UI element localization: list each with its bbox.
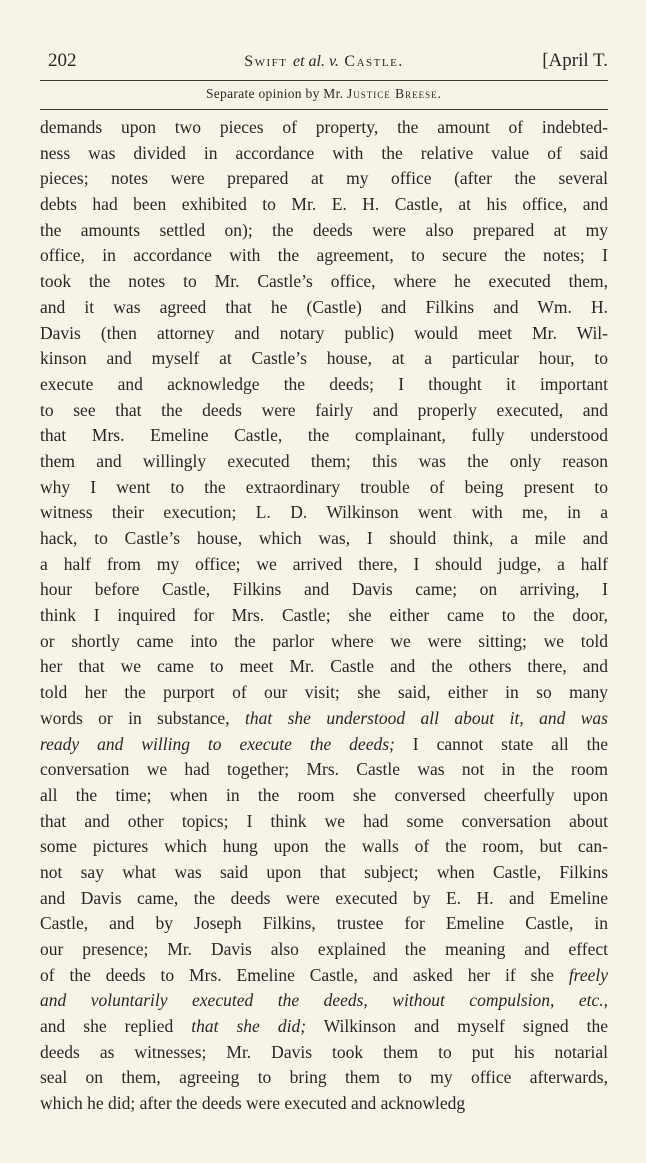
text-line: [40, 732, 608, 758]
text-line: [40, 372, 608, 398]
text-line: [40, 1091, 608, 1117]
text-line: [40, 243, 608, 269]
text-line: [40, 783, 608, 809]
text-line: [40, 321, 608, 347]
text-segment: to see that the deeds were fairly and properly executed, and: [40, 399, 608, 420]
text-segment: seal on them, agreeing to bring them to my office afterwards,: [40, 1067, 608, 1088]
case-title-part3: Castle.: [344, 53, 404, 70]
text-segment: office, in accordance with the agreement, to secure the notes; I: [40, 245, 608, 266]
text-segment: conversation we had together; Mrs. Castle was not in the room: [40, 759, 608, 780]
text-line: [40, 192, 608, 218]
text-segment: execute and acknowledge the deeds; I thought it important: [40, 373, 608, 394]
text-line: [40, 886, 608, 912]
text-line: [40, 860, 608, 886]
text-line: [40, 809, 608, 835]
text-segment: demands upon two pieces of property, the amount of indebted-: [40, 117, 608, 137]
text-segment: and Davis came, the deeds were executed by E. H. and Emeline: [40, 887, 608, 908]
italic-text: that she did;: [191, 1016, 307, 1037]
text-line: [40, 577, 608, 603]
text-line: [40, 218, 608, 244]
text-segment: ness was divided in accordance with the relative value of said: [40, 142, 608, 163]
text-segment: debts had been exhibited to Mr. E. H. Castle, at his office, and: [40, 194, 608, 215]
header-rule: [40, 80, 608, 81]
text-segment: witness their execution; L. D. Wilkinson went with me, in a: [40, 502, 608, 523]
text-segment: the amounts settled on); the deeds were also prepared at my: [40, 219, 608, 240]
text-segment: which he did; after the deeds were executed and acknowledg: [40, 1093, 466, 1114]
text-line: [40, 1014, 608, 1040]
text-line: [40, 552, 608, 578]
text-segment: hack, to Castle’s house, which was, I should think, a mile and: [40, 528, 608, 548]
term-label: [April T.: [542, 50, 608, 71]
text-segment: or shortly came into the parlor where we were sitting; we told: [40, 630, 608, 651]
body-text: [40, 115, 608, 1117]
text-segment: that and other topics; I think we had some conversation about: [40, 810, 608, 831]
text-segment: of the deeds to Mrs. Emeline Castle, and asked her if she: [40, 964, 569, 985]
text-segment: Wilkinson and myself signed the: [306, 1016, 608, 1037]
text-line: [40, 500, 608, 526]
text-line: [40, 654, 608, 680]
text-line: [40, 963, 608, 989]
text-line: [40, 680, 608, 706]
text-line: [40, 988, 608, 1014]
page-number: 202: [48, 50, 77, 71]
text-line: [40, 115, 608, 141]
text-line: [40, 295, 608, 321]
text-segment: all the time; when in the room she conversed cheerfully upon: [40, 784, 608, 805]
text-line: [40, 166, 608, 192]
text-segment: pieces; notes were prepared at my office (after the several: [40, 168, 608, 189]
text-line: [40, 141, 608, 167]
text-segment: not say what was said upon that subject; when Castle, Filkins: [40, 861, 608, 882]
text-segment: hour before Castle, Filkins and Davis came; on arriving, I: [40, 579, 608, 600]
text-segment: Castle, and by Joseph Filkins, trustee for Emeline Castle, in: [40, 913, 608, 934]
case-title: [40, 53, 608, 71]
text-segment: a half from my office; we arrived there, I should judge, a half: [40, 553, 608, 574]
text-segment: that Mrs. Emeline Castle, the complainant, fully understood: [40, 425, 608, 446]
text-line: [40, 269, 608, 295]
italic-text: that she understood all about it, and was: [244, 707, 608, 728]
subtitle-prefix: Separate opinion by Mr.: [205, 86, 344, 101]
text-segment: kinson and myself at Castle’s house, at a particular hour, to: [40, 348, 608, 369]
text-line: [40, 1040, 608, 1066]
italic-text: freely: [568, 964, 608, 985]
italic-text: ready and willing to execute the deeds;: [40, 733, 395, 754]
text-segment: our presence; Mr. Davis also explained the meaning and effect: [40, 939, 608, 959]
text-segment: I cannot state all the: [394, 733, 608, 754]
text-segment: some pictures which hung upon the walls of the room, but can-: [40, 836, 608, 857]
case-title-part1: Swift: [244, 53, 288, 70]
text-line: [40, 449, 608, 475]
text-segment: her that we came to meet Mr. Castle and the others there, and: [40, 656, 608, 677]
opinion-subtitle: [40, 86, 608, 102]
text-segment: told her the purport of our visit; she said, either in so many: [40, 682, 608, 703]
text-segment: Davis (then attorney and notary public) would meet Mr. Wil-: [40, 322, 608, 343]
text-segment: took the notes to Mr. Castle’s office, where he executed them,: [40, 271, 608, 292]
italic-text: and voluntarily executed the deeds, without compulsion, etc.,: [40, 990, 608, 1011]
text-line: [40, 911, 608, 937]
text-segment: why I went to the extraordinary trouble of being present to: [40, 476, 608, 497]
text-line: [40, 346, 608, 372]
subtitle-rule: [40, 109, 608, 110]
text-line: [40, 937, 608, 963]
text-line: [40, 1065, 608, 1091]
text-segment: words or in substance,: [40, 707, 245, 728]
text-segment: and she replied: [40, 1016, 192, 1037]
subtitle-justice: Justice Breese.: [347, 86, 443, 101]
text-line: [40, 526, 608, 552]
text-line: [40, 757, 608, 783]
text-segment: deeds as witnesses; Mr. Davis took them to put his notarial: [40, 1041, 608, 1062]
text-line: [40, 423, 608, 449]
text-segment: them and willingly executed them; this was the only reason: [40, 450, 608, 471]
text-line: [40, 398, 608, 424]
text-line: [40, 603, 608, 629]
text-line: [40, 629, 608, 655]
case-title-part2: et al. v.: [292, 53, 339, 70]
text-line: [40, 475, 608, 501]
text-line: [40, 834, 608, 860]
text-segment: and it was agreed that he (Castle) and Filkins and Wm. H.: [40, 296, 608, 317]
text-line: [40, 706, 608, 732]
text-segment: think I inquired for Mrs. Castle; she either came to the door,: [40, 605, 608, 626]
running-header: [40, 48, 608, 82]
